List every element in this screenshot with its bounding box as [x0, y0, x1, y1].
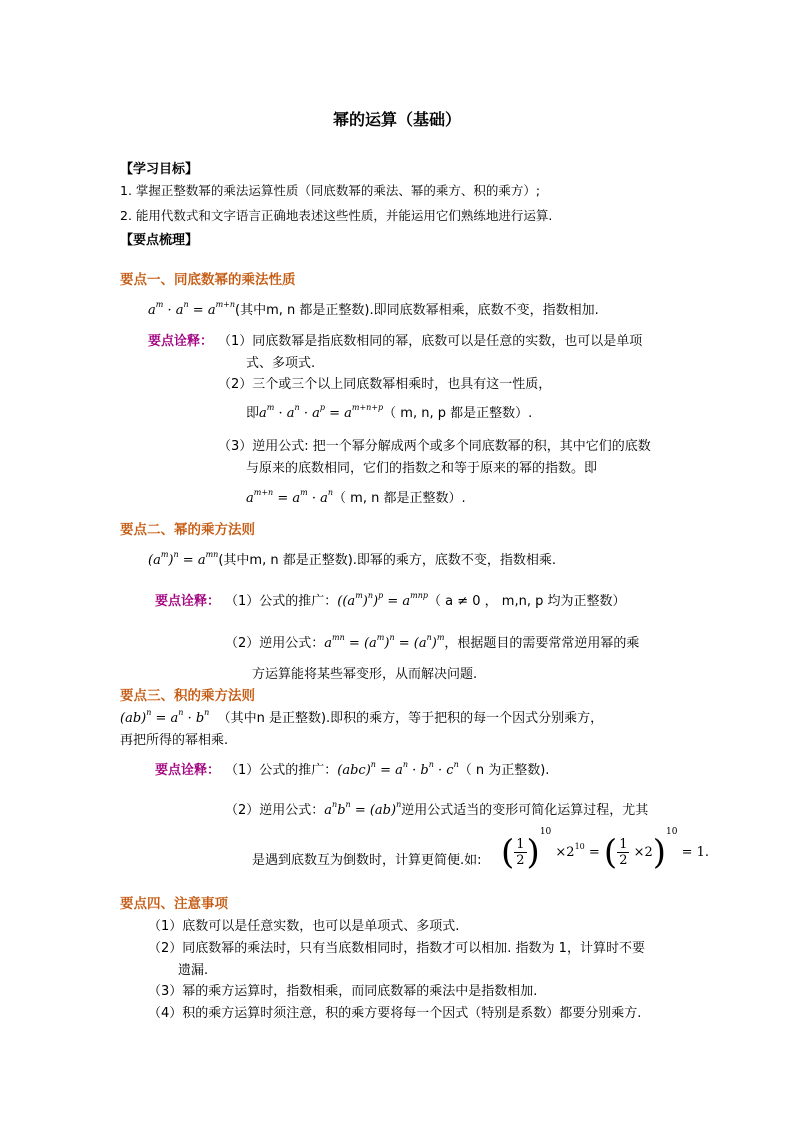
note-3-2b: 是遇到底数互为倒数时，计算更简便.如:	[252, 853, 482, 868]
note-3-1-line	[225, 759, 549, 778]
formula-triple-product: $a^m \cdot a^n \cdot a^p = a^{m+n+p}$	[259, 403, 384, 421]
goal-item-1: 1. 掌握正整数幂的乘法运算性质（同底数幂的乘法、幂的乘方、积的乘方）;	[120, 183, 541, 198]
caution-item-3: （3）幂的乘方运算时，指数相乘，而同底数幂的乘法中是指数相加.	[148, 984, 538, 999]
note-2-2b: 方运算能将某些幂变形，从而解决问题.	[252, 667, 478, 682]
note-3-1-post: （ n 为正整数).	[458, 763, 550, 778]
section-heading-2: 要点二、幂的乘方法则	[120, 522, 255, 538]
note-label-1: 要点诠释：	[148, 334, 214, 349]
caution-item-4: （4）积的乘方运算时须注意，积的乘方要将每一个因式（特别是系数）都要分别乘方.	[148, 1006, 642, 1021]
rule-1-text: (其中m, n 都是正整数).即同底数幂相乘，底数不变，指数相加.	[235, 303, 599, 318]
note-3-1-pre: （1）公式的推广：	[225, 763, 338, 778]
note-1-2-formula-line	[246, 402, 532, 421]
note-1-2: （2）三个或三个以上同底数幂相乘时，也具有这一性质，	[218, 377, 552, 392]
rule-3-text2: 再把所得的幂相乘.	[120, 733, 229, 748]
note-3-2-post: 逆用公式适当的变形可简化运算过程，尤其	[401, 803, 649, 818]
goal-item-2: 2. 能用代数式和文字语言正确地表述这些性质，并能运用它们熟练地进行运算.	[120, 208, 553, 223]
formula-power-generalized: $((a^m)^n)^p = a^{mnp}$	[337, 591, 428, 609]
formula-product-rule: $a^m \cdot a^n = a^{m+n}$	[148, 300, 236, 318]
page-title: 幂的运算（基础）	[332, 110, 461, 129]
note-1-2-pre: 即	[246, 406, 260, 421]
formula-product-power-reverse: $a^nb^n = (ab)^n$	[324, 800, 402, 818]
note-2-1-post: （ a ≠ 0 ， m,n, p 均为正整数）	[428, 594, 626, 609]
formula-power-reverse: $a^{mn} = (a^m)^n = (a^n)^m$	[324, 633, 445, 651]
note-1-3a: （3）逆用公式: 把一个幂分解成两个或多个同底数幂的积，其中它们的底数	[218, 439, 651, 454]
goals-header: 【学习目标】	[120, 162, 199, 177]
formula-power-rule: $(a^m)^n = a^{mn}$	[148, 550, 219, 568]
caution-item-2b: 遗漏.	[178, 963, 209, 978]
note-3-2-line	[225, 799, 648, 818]
section-heading-4: 要点四、注意事项	[120, 896, 228, 912]
note-1-3-formula-line	[246, 487, 466, 506]
rule-3-text: （其中n 是正整数).即积的乘方，等于把积的每一个因式分别乘方，	[217, 711, 604, 726]
note-label-3: 要点诠释：	[155, 763, 221, 778]
section-heading-1: 要点一、同底数幂的乘法性质	[120, 272, 296, 288]
rule-1	[148, 299, 599, 318]
formula-product-power: $(ab)^n = a^n \cdot b^n$	[120, 708, 210, 726]
note-2-2-line	[225, 632, 639, 651]
rule-2-text: (其中m, n 都是正整数).即幂的乘方，底数不变，指数相乘.	[218, 553, 557, 568]
note-1-1b: 式、多项式.	[246, 356, 316, 371]
note-2-1-line	[225, 590, 625, 609]
note-2-2-post: ，根据题目的需要常常逆用幂的乘	[444, 636, 640, 651]
points-header: 【要点梳理】	[120, 233, 199, 248]
note-1-3b: 与原来的底数相同，它们的指数之和等于原来的幂的指数。即	[246, 461, 598, 476]
example-formula: ( $\frac{1}{2}$ )$^{10} \times 2^{10}$ = ( $\frac{1}{2}$ ×2)$^{10}$ = 1.	[501, 827, 710, 873]
note-2-1-pre: （1）公式的推广：	[225, 594, 338, 609]
formula-reverse-product: $a^{m+n} = a^m \cdot a^n$	[246, 488, 334, 506]
rule-3	[120, 707, 603, 726]
note-1-1a: （1）同底数幂是指底数相同的幂，底数可以是任意的实数，也可以是单项	[218, 334, 643, 349]
formula-product-power-generalized: $(abc)^n = a^n \cdot b^n \cdot c^n$	[337, 760, 459, 778]
note-2-2-pre: （2）逆用公式：	[225, 636, 325, 651]
note-1-3-post: （ m, n 都是正整数）.	[333, 491, 466, 506]
caution-item-2a: （2）同底数幂的乘法时，只有当底数相同时，指数才可以相加. 指数为 1，计算时不要	[148, 941, 645, 956]
rule-2	[148, 549, 556, 568]
caution-item-1: （1）底数可以是任意实数，也可以是单项式、多项式.	[148, 919, 460, 934]
section-heading-3: 要点三、积的乘方法则	[120, 688, 255, 704]
note-3-2-pre: （2）逆用公式：	[225, 803, 325, 818]
note-1-2-post: （ m, n, p 都是正整数）.	[383, 406, 533, 421]
note-label-2: 要点诠释：	[155, 594, 221, 609]
